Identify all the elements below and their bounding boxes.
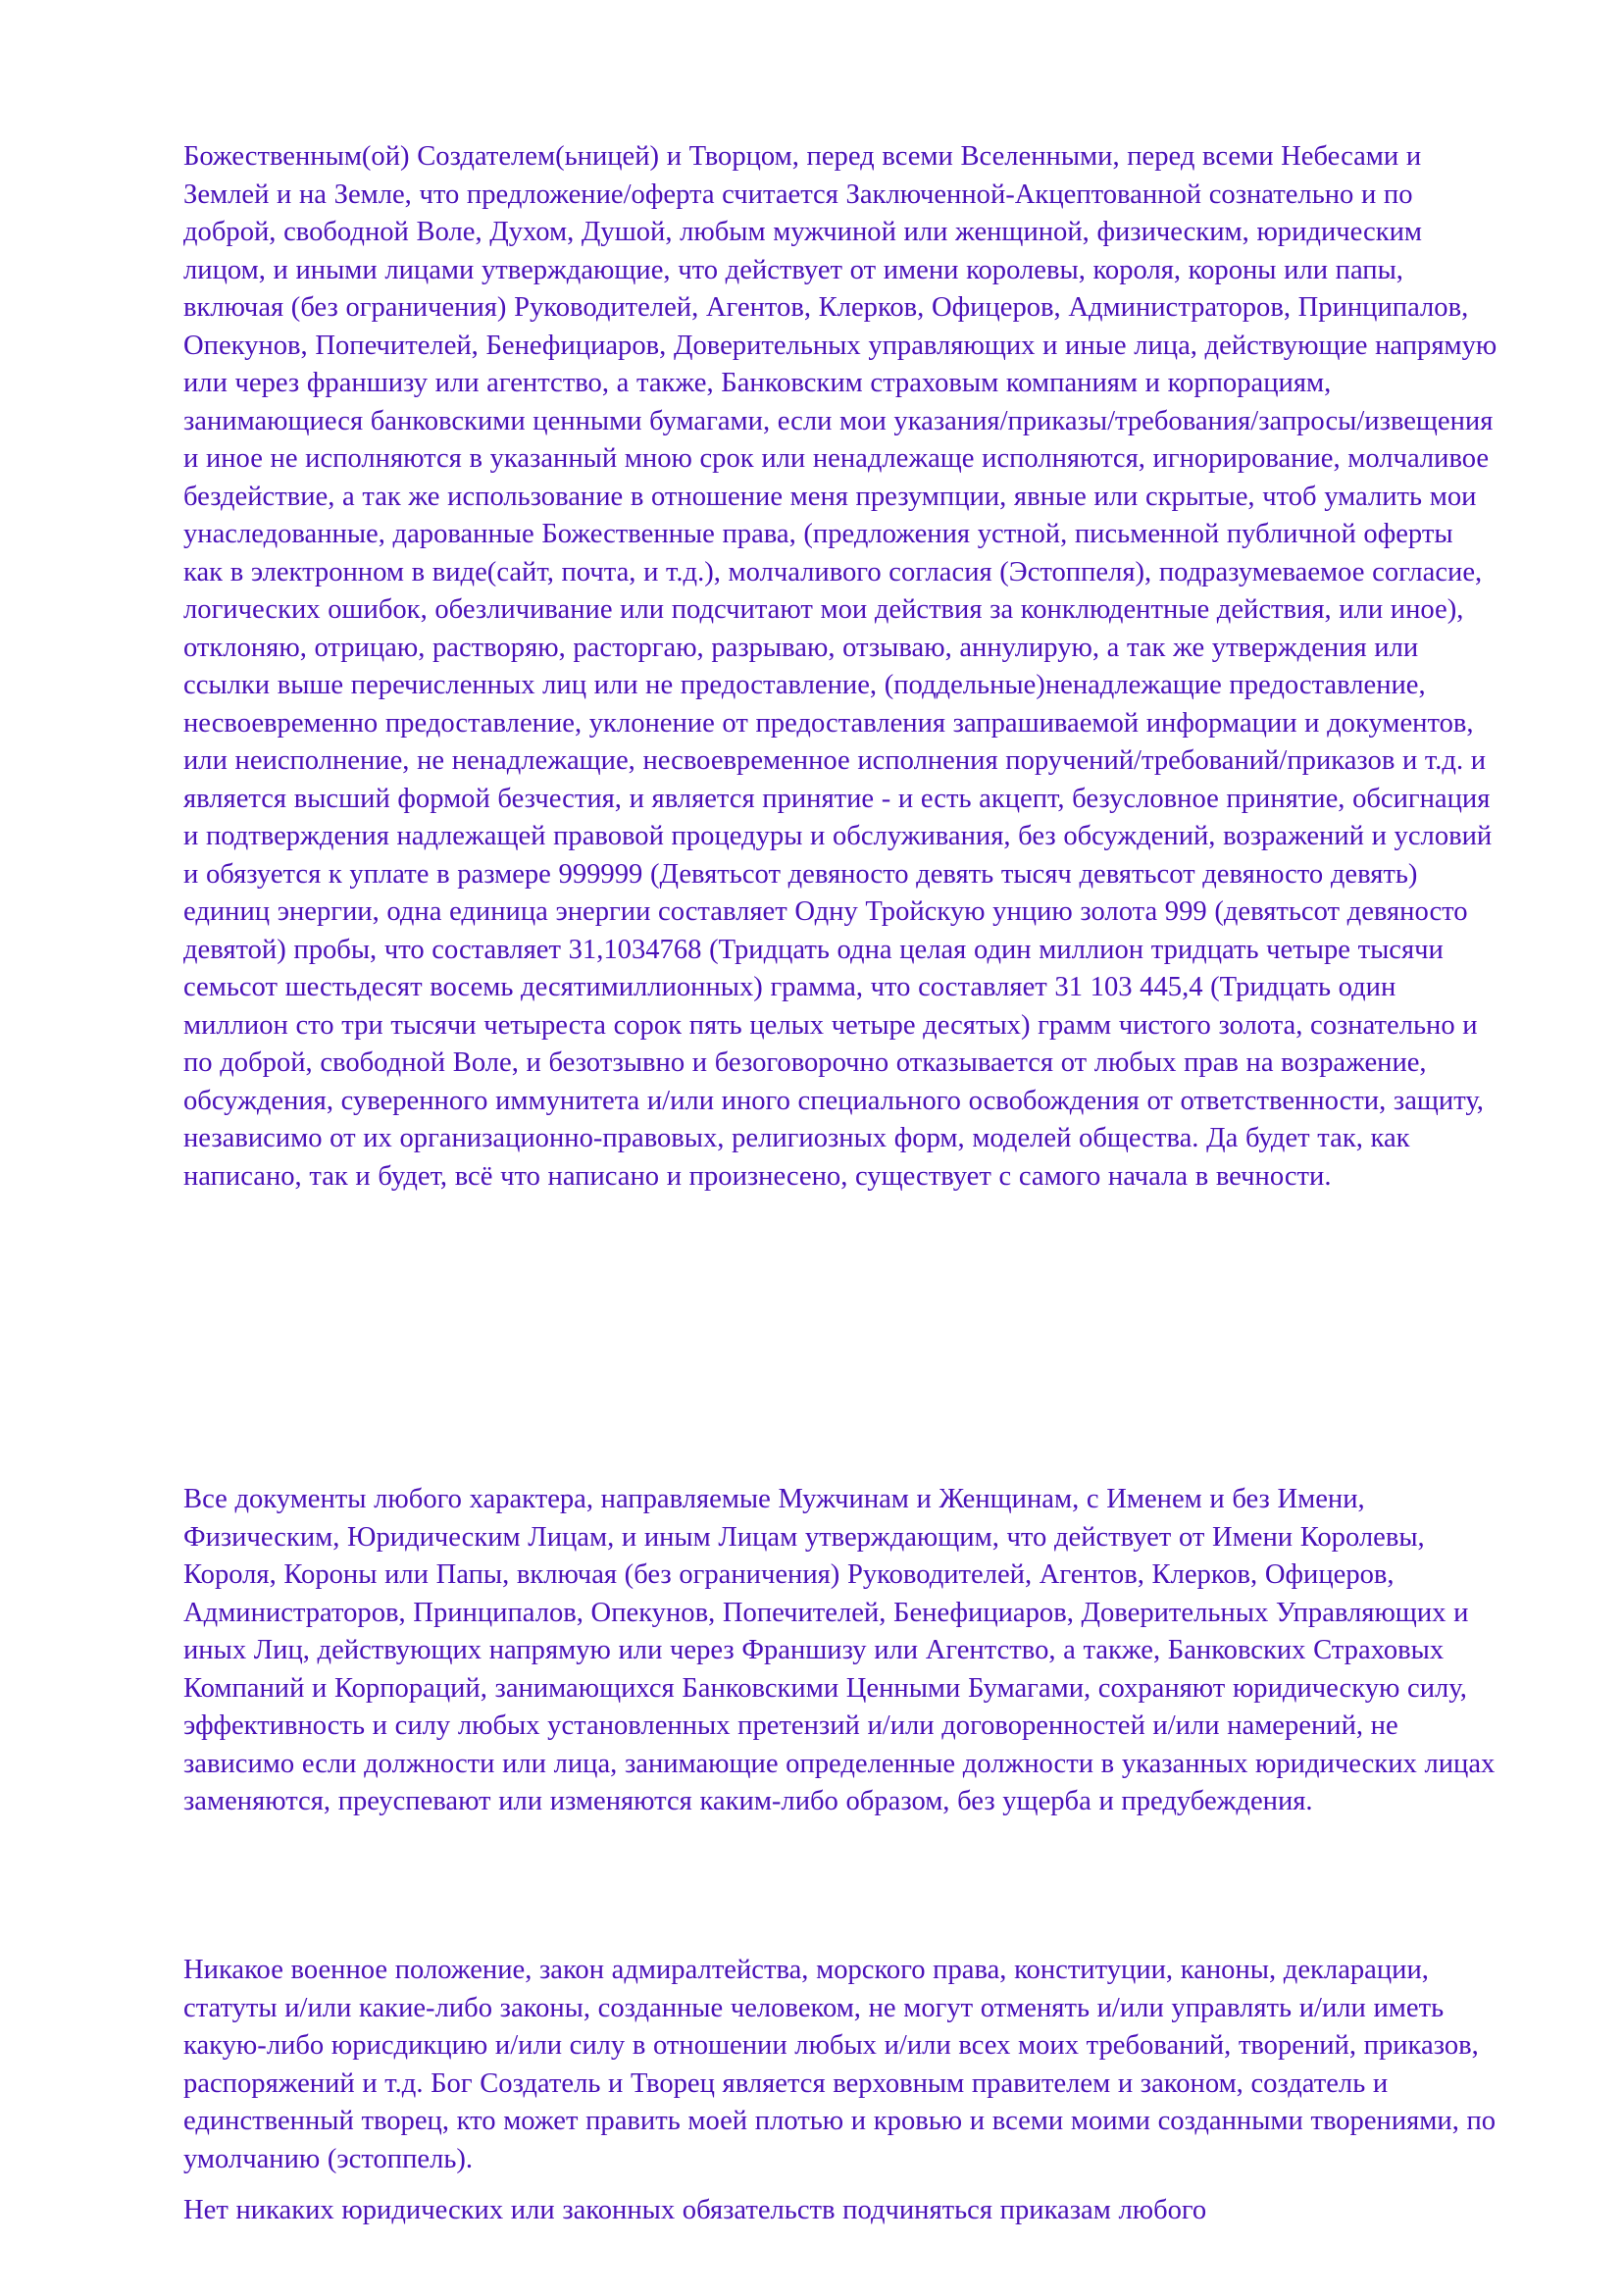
paragraph-obligations: Нет никаких юридических или законных обязательств подчиняться приказам любого (183, 2195, 1207, 2225)
paragraph-documents-validity: Все документы любого характера, направляемые Мужчинам и Женщинам, с Именем и без Имени, Физическим, Юридическим Лицам, и иным Лицам утверждающим, что действует от Имени Королевы, Короля, Короны или Папы, включая (без ограничения) Руководителей, Агентов, Клерков, Офицеров, Администраторов, Принципалов, Опекунов, Попечителей, Бенефициаров, Доверительных Управляющих и иных Лиц, действующих напрямую или через Франшизу или Агентство, а также, Банковских Страховых Компаний и Корпораций, занимающихся Банковскими Ценными Бумагами, сохраняют юридическую силу, эффективность и силу любых установленных претензий и/или договоренностей и/или намерений, не зависимо если должности или лица, занимающие определенные должности в указанных юридических лицах заменяются, преуспевают или изменяются каким-либо образом, без ущерба и предубеждения. (183, 1484, 1496, 1816)
paragraph-jurisdiction: Никакое военное положение, закон адмиралтейства, морского права, конституции, каноны, декларации, статуты и/или какие-либо законы, созданные человеком, не могут отменять и/или управлять и/или иметь какую-либо юрисдикцию и/или силу в отношении любых и/или всех моих требований, творений, приказов, распоряжений и т.д. Бог Создатель и Творец является верховным правителем и законом, создатель и единственный творец, кто может править моей плотью и кровью и всеми моими созданными творениями, по умолчанию (эстоппель). (183, 1955, 1497, 2174)
paragraph-acceptance-clause: Божественным(ой) Создателем(ьницей) и Творцом, перед всеми Вселенными, перед всеми Небесами и Землей и на Земле, что предложение/оферта считается Заключенной-Акцептованной сознательно и по доброй, свободной Воле, Духом, Душой, любым мужчиной или женщиной, физическим, юридическим лицом, и иными лицами утверждающие, что действует от имени королевы, короля, короны или папы, включая (без ограничения) Руководителей, Агентов, Клерков, Офицеров, Администраторов, Принципалов, Опекунов, Попечителей, Бенефициаров, Доверительных управляющих и иные лица, действующие напрямую или через франшизу или агентство, а также, Банковским страховым компаниям и корпорациям, занимающиеся банковскими ценными бумагами, если мои указания/приказы/требования/запросы/извещения и иное не исполняются в указанный мною срок или ненадлежаще исполняются, игнорирование, молчаливое бездействие, а так же использование в отношение меня презумпции, явные или скрытые, чтоб умалить мои унаследованные, дарованные Божественные права, (предложения устной, письменной публичной оферты как в электронном в виде(сайт, почта, и т.д.), молчаливого согласия (Эстоппеля), подразумеваемое согласие, логических ошибок, обезличивание или подсчитают мои действия за конклюдентные действия, или иное), отклоняю, отрицаю, растворяю, расторгаю, разрываю, отзываю, аннулирую, а так же утверждения или ссылки выше перечисленных лиц или не предоставление, (поддельные)ненадлежащие предоставление, несвоевременно предоставление, уклонение от предоставления запрашиваемой информации и документов, или неисполнение, не ненадлежащие, несвоевременное исполнения поручений/требований/приказов и т.д. и является высший формой безчестия, и является принятие - и есть акцепт, безусловное принятие, обсигнация и подтверждения надлежащей правовой процедуры и обслуживания, без обсуждений, возражений и условий и обязуется к уплате в размере 999999 (Девятьсот девяносто девять тысяч девятьсот девяносто девять) единиц энергии, одна единица энергии составляет Одну Тройскую унцию золота 999 (девятьсот девяносто девятой) пробы, что составляет 31,1034768 (Тридцать одна целая один миллион тридцать четыре тысячи семьсот шестьдесят восемь десятимиллионных) грамма, что составляет 31 103 445,4 (Тридцать один миллион сто три тысячи четыреста сорок пять целых четыре десятых) грамм чистого золота, сознательно и по доброй, свободной Воле, и безотзывно и безоговорочно отказывается от любых прав на возражение, обсуждения, суверенного иммунитета и/или иного специального освобождения от ответственности, защиту, независимо от их организационно-правовых, религиозных форм, моделей общества. Да будет так, как написано, так и будет, всё что написано и произнесено, существует с самого начала в вечности. (183, 141, 1497, 1192)
